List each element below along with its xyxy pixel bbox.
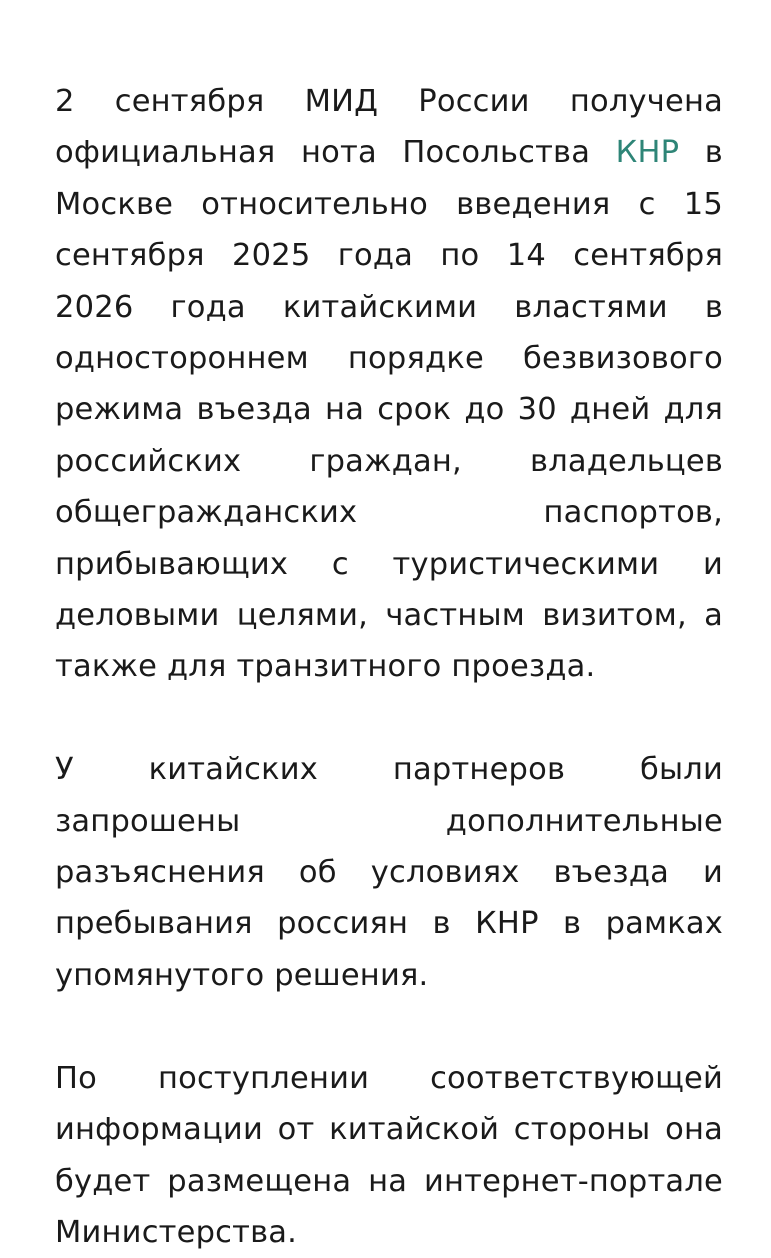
paragraph-publication: По поступлении соответствующей информации от китайской стороны она будет размещена на интернет-портале Министерства. (55, 1060, 723, 1250)
article-body (55, 76, 723, 1258)
paragraph-text-before-link: 2 сентября МИД России получена официальная нота Посольства (55, 84, 723, 171)
paragraph-clarifications: У китайских партнеров были запрошены дополнительные разъяснения об условиях въезда и пребывания россиян в КНР в рамках упомянутого решения. (55, 752, 723, 993)
knr-link[interactable]: КНР (615, 135, 680, 171)
paragraph-visa-note (55, 76, 723, 693)
paragraph-text-after-link: в Москве относительно введения с 15 сентября 2025 года по 14 сентября 2026 года китайскими властями в одностороннем порядке безвизового режима въезда на срок до 30 дней для российских граждан, владельцев общегражданских паспортов, прибывающих с туристическими и деловыми целями, частным визитом, а также для транзитного проезда. (55, 135, 723, 685)
